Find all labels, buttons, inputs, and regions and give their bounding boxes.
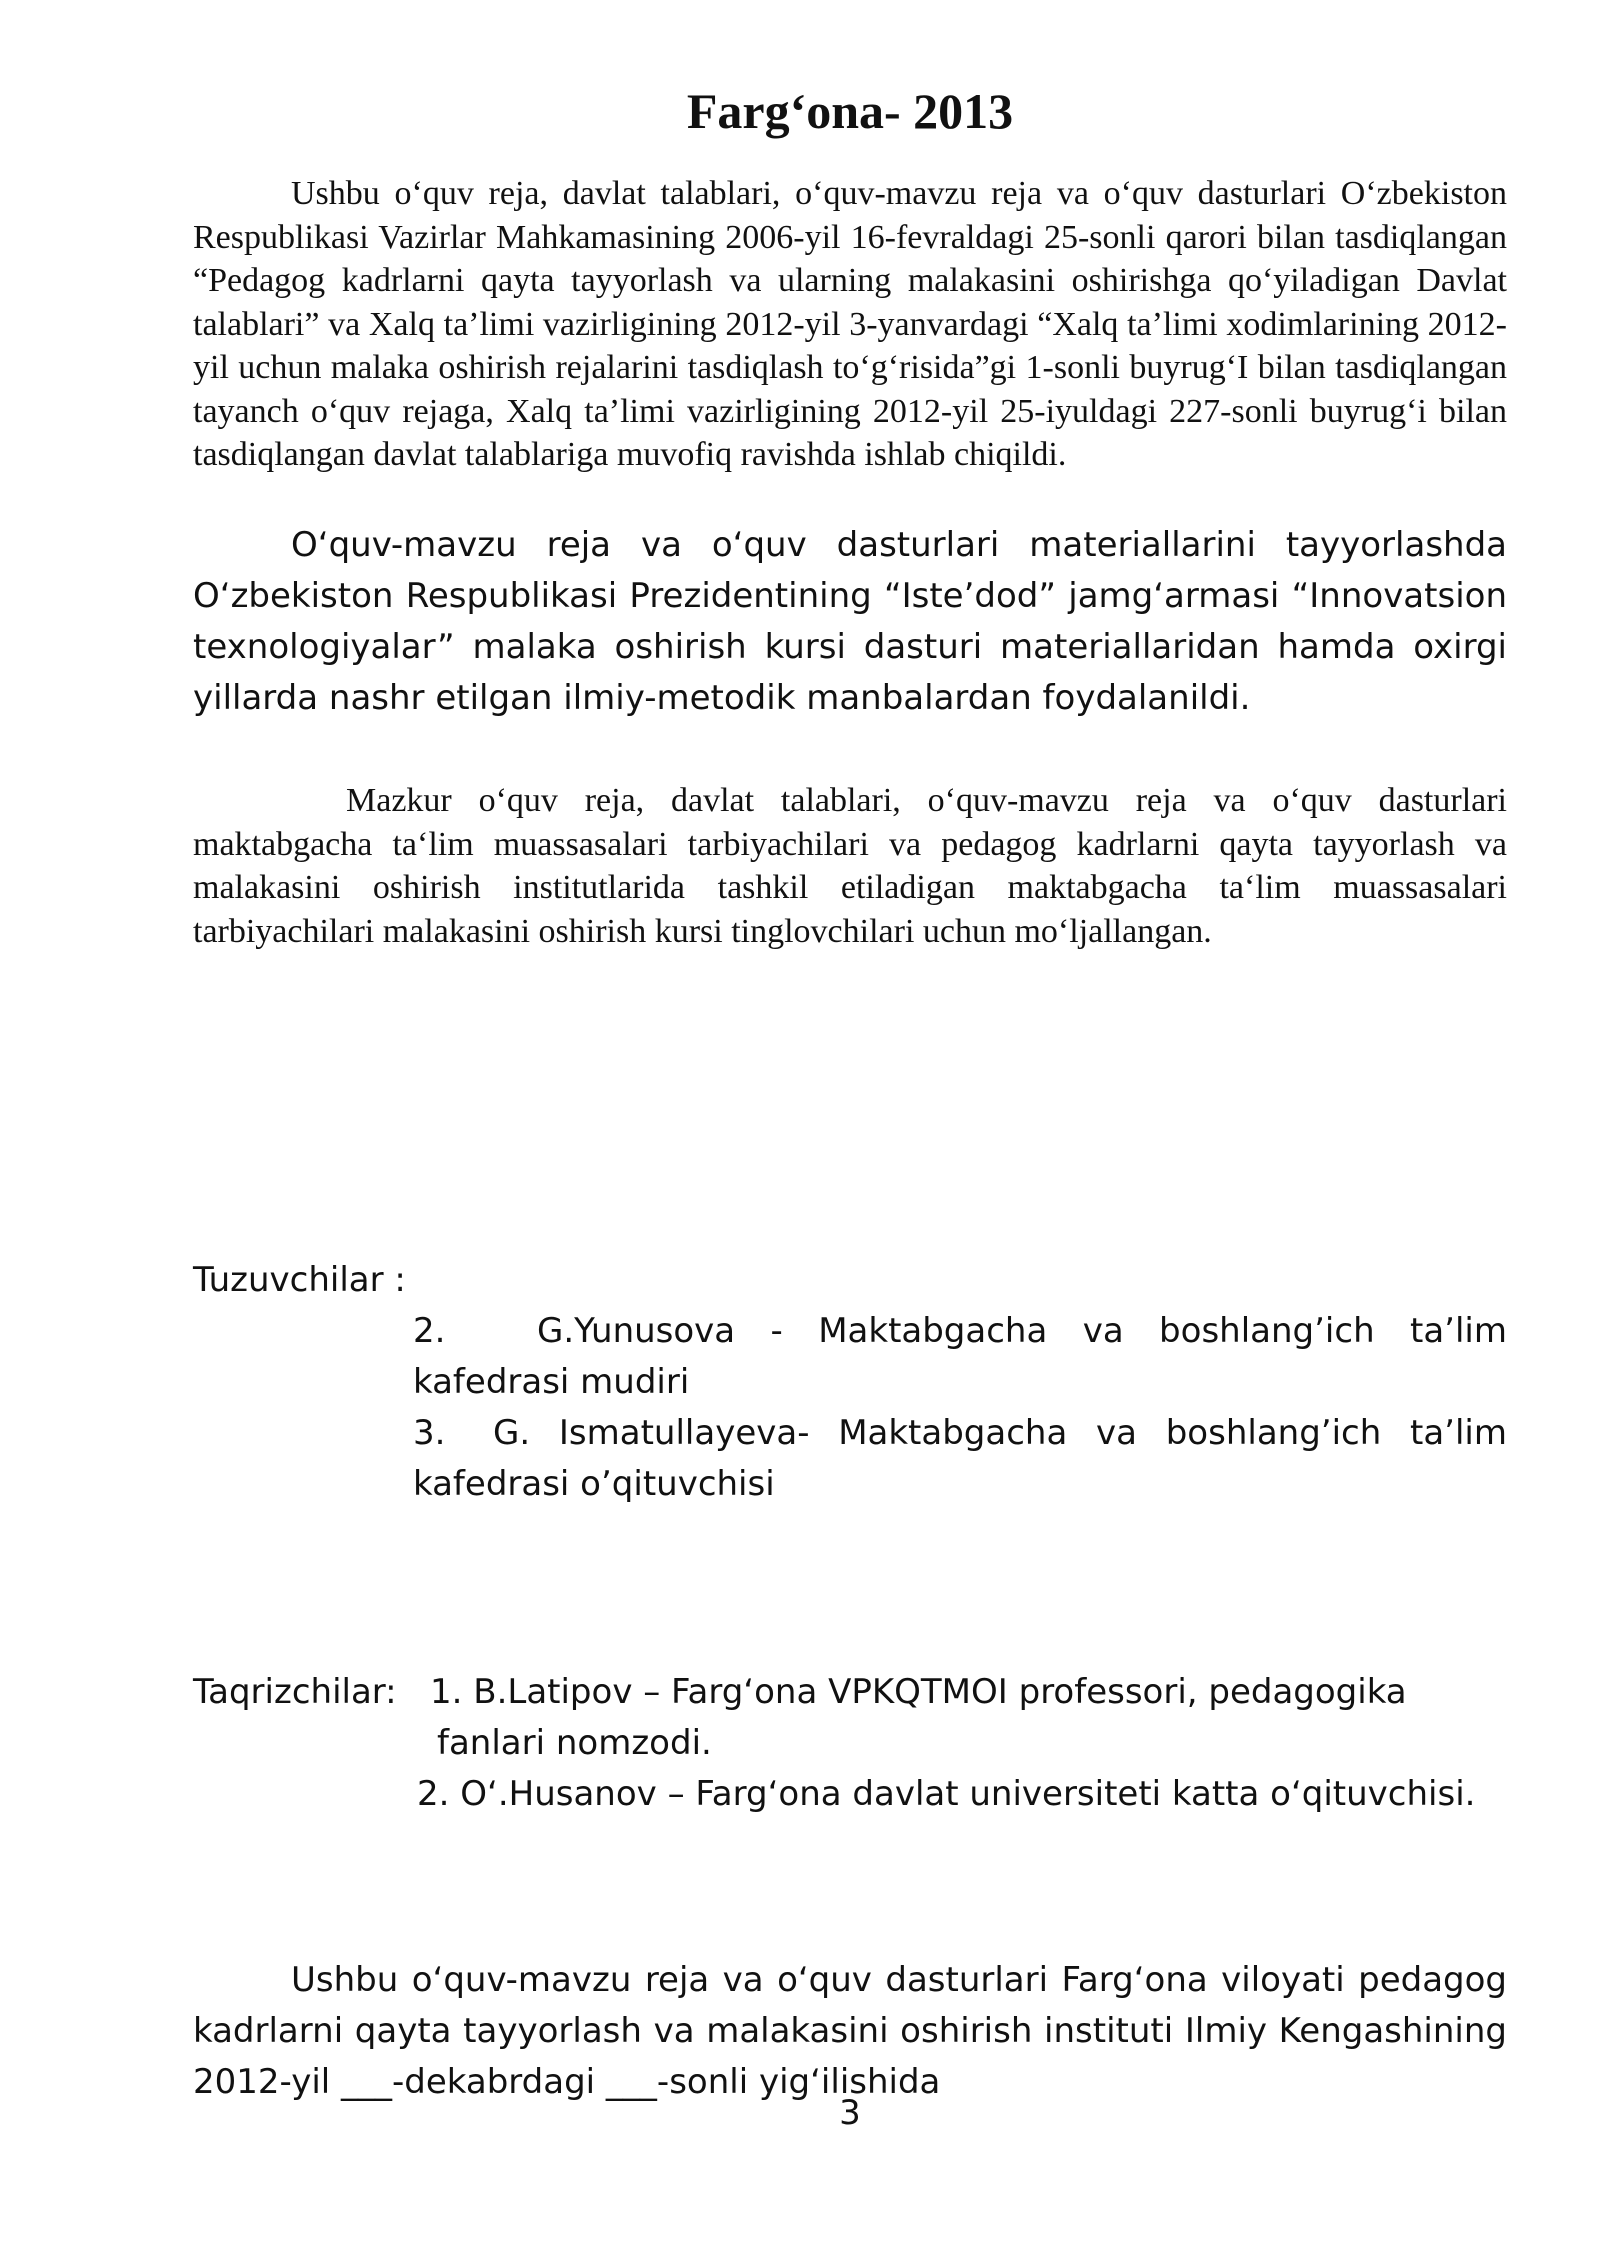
authors-label: Tuzuvchilar :	[193, 1260, 406, 1300]
page-number: 3	[839, 2093, 861, 2133]
author-number: 3.	[413, 1413, 446, 1453]
author-text: G. Ismatullayeva- Maktabgacha va boshlang’ich ta’lim kafedrasi o’qituvchisi	[413, 1413, 1507, 1504]
reviewers-label: Taqrizchilar:	[193, 1672, 397, 1712]
author-text: G.Yunusova - Maktabgacha va boshlang’ich ta’lim kafedrasi mudiri	[413, 1311, 1507, 1402]
purpose-paragraph: Mazkur o‘quv reja, davlat talablari, o‘quv-mavzu reja va o‘quv dasturlari maktabgacha ta‘lim muassasalari tarbiyachilari va pedagog kadrlarni qayta tayyorlash va malakasini oshirish institutlarida tashkil etiladigan maktabgacha ta‘lim muassasalari tarbiyachilari malakasini oshirish kursi tinglovchilari uchun mo‘ljallangan.	[193, 782, 1507, 950]
author-item	[413, 1408, 1507, 1510]
reviewer-item-continuation: fanlari nomzodi.	[437, 1723, 712, 1763]
reviewer-item: 2. O‘.Husanov – Farg‘ona davlat universiteti katta o‘qituvchisi.	[417, 1774, 1476, 1814]
reviewer-item: 1. B.Latipov – Farg‘ona VPKQTMOI professori, pedagogika	[430, 1672, 1407, 1712]
author-item	[413, 1306, 1507, 1408]
materials-paragraph: O‘quv-mavzu reja va o‘quv dasturlari materiallarini tayyorlashda O‘zbekiston Respublikasi Prezidentining “Iste’dod” jamg‘armasi “Innovatsion texnologiyalar” malaka oshirish kursi dasturi materiallaridan hamda oxirgi yillarda nashr etilgan ilmiy-metodik manbalardan foydalanildi.	[193, 525, 1507, 718]
page-title: Farg‘ona- 2013	[686, 83, 1014, 139]
closing-paragraph: Ushbu o‘quv-mavzu reja va o‘quv dasturlari Farg‘ona viloyati pedagog kadrlarni qayta tayyorlash va malakasini oshirish instituti Ilmiy Kengashining 2012-yil ___-dekabrdagi ___-sonli yig‘ilishida	[193, 1960, 1507, 2102]
author-number: 2.	[413, 1311, 446, 1351]
intro-paragraph: Ushbu o‘quv reja, davlat talablari, o‘quv-mavzu reja va o‘quv dasturlari O‘zbekiston Respublikasi Vazirlar Mahkamasining 2006-yil 16-fevraldagi 25-sonli qarori bilan tasdiqlangan “Pedagog kadrlarni qayta tayyorlash va ularning malakasini oshirishga qo‘yiladigan Davlat talablari” va Xalq ta’limi vazirligining 2012-yil 3-yanvardagi “Xalq ta’limi xodimlarining 2012-yil uchun malaka oshirish rejalarini tasdiqlash to‘g‘risida”gi 1-sonli buyrug‘I bilan tasdiqlangan tayanch o‘quv rejaga, Xalq ta’limi vazirligining 2012-yil 25-iyuldagi 227-sonli buyrug‘i bilan tasdiqlangan davlat talablariga muvofiq ravishda ishlab chiqildi.	[193, 175, 1507, 473]
